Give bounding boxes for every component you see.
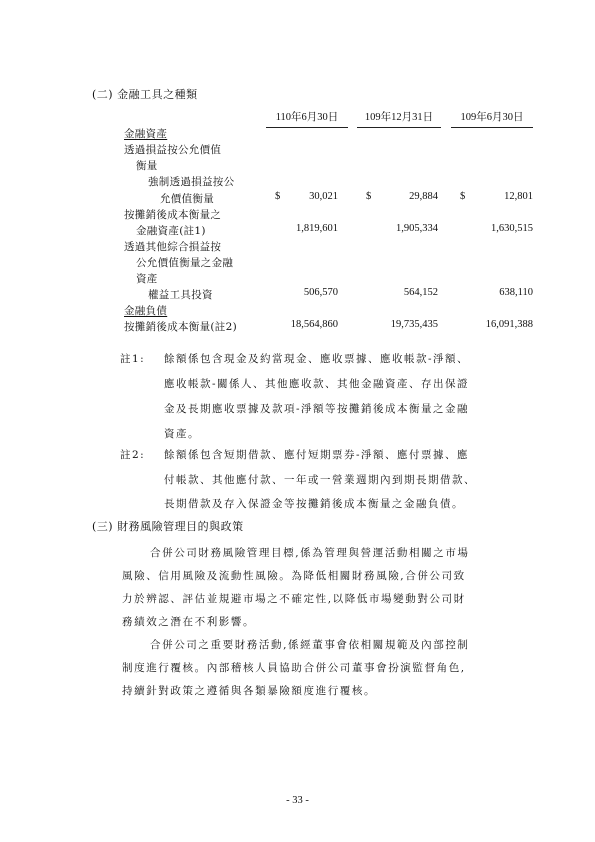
currency-symbol: $ [460, 191, 466, 202]
section-title-financial-instrument-types: (二) 金融工具之種類 [92, 88, 198, 101]
paragraph-line: 持續針對政策之遵循與各類暴險額度進行覆核。 [122, 685, 377, 697]
cell-value: 30,021 [309, 191, 338, 202]
row-label-mandatory-fvtpl-line2: 允價值衡量 [160, 193, 214, 205]
cell-value: 638,110 [499, 287, 533, 298]
paragraph-line: 合併公司之重要財務活動,係經董事會依相關規範及內部控制 [150, 639, 470, 651]
cell-value: 29,884 [409, 191, 438, 202]
row-label-equity-investments: 權益工具投資 [148, 289, 213, 301]
row-label-fvtpl-line1: 透過損益按公允價值 [124, 144, 222, 156]
cell-value: 16,091,388 [485, 319, 533, 330]
paragraph-line: 合併公司財務風險管理目標,係為管理與營運活動相關之市場 [150, 547, 470, 559]
paragraph-line: 務績效之潛在不利影響。 [122, 616, 256, 628]
currency-symbol: $ [275, 191, 281, 202]
note-1-tag: 註1: [120, 353, 146, 365]
row-label-financial-assets: 金融資產 [124, 128, 168, 140]
column-header-2021-06-30: 110年6月30日 [266, 109, 348, 128]
note-1-line: 資產。 [164, 428, 200, 440]
column-header-2020-06-30: 109年6月30日 [451, 109, 533, 128]
cell-value: 18,564,860 [290, 319, 338, 330]
row-label-fvtpl-line2: 衡量 [136, 160, 158, 172]
note-2-tag: 註2: [120, 449, 146, 461]
paragraph-line: 力於辨認、評估並規避市場之不確定性,以降低市場變動對公司財 [122, 593, 466, 605]
cell-value: 1,905,334 [396, 223, 438, 234]
row-label-fvoci-line1: 透過其他綜合損益按 [124, 241, 222, 253]
note-2-line: 餘額係包含短期借款、應付短期票券-淨額、應付票據、應 [164, 449, 470, 461]
cell-value: 1,630,515 [491, 223, 533, 234]
currency-symbol: $ [366, 191, 372, 202]
column-header-2020-12-31: 109年12月31日 [357, 109, 441, 128]
row-label-mandatory-fvtpl-line1: 強制透過損益按公 [148, 176, 235, 188]
cell-value: 1,819,601 [296, 223, 338, 234]
cell-value: 19,735,435 [390, 319, 438, 330]
note-1-line: 餘額係包含現金及約當現金、應收票據、應收帳款-淨額、 [164, 353, 470, 365]
row-label-fvoci-line3: 資產 [136, 273, 158, 285]
note-2-line: 長期借款及存入保證金等按攤銷後成本衡量之金融負債。 [164, 498, 464, 510]
cell-value: 506,570 [303, 287, 338, 298]
paragraph-line: 制度進行覆核。內部稽核人員協助合併公司董事會扮演監督角色, [122, 662, 466, 674]
section-title-financial-risk-management: (三) 財務風險管理目的與政策 [92, 520, 244, 533]
page-number: - 33 - [286, 795, 309, 806]
note-2-line: 付帳款、其他應付款、一年或一營業週期內到期長期借款、 [164, 474, 476, 486]
row-label-amortised-cost-liabilities: 按攤銷後成本衡量(註2) [124, 321, 237, 333]
row-label-amortised-cost-assets-line1: 按攤銷後成本衡量之 [124, 209, 222, 221]
row-label-financial-liabilities: 金融負債 [124, 305, 168, 317]
paragraph-line: 風險、信用風險及流動性風險。為降低相關財務風險,合併公司致 [122, 570, 466, 582]
note-1-line: 金及長期應收票據及款項-淨額等按攤銷後成本衡量之金融 [164, 403, 470, 415]
row-label-amortised-cost-assets-line2: 金融資產(註1) [136, 225, 206, 237]
cell-value: 564,152 [403, 287, 438, 298]
note-1-line: 應收帳款-關係人、其他應收款、其他金融資產、存出保證 [164, 378, 470, 390]
row-label-fvoci-line2: 公允價值衡量之金融 [136, 257, 234, 269]
cell-value: 12,801 [504, 191, 533, 202]
